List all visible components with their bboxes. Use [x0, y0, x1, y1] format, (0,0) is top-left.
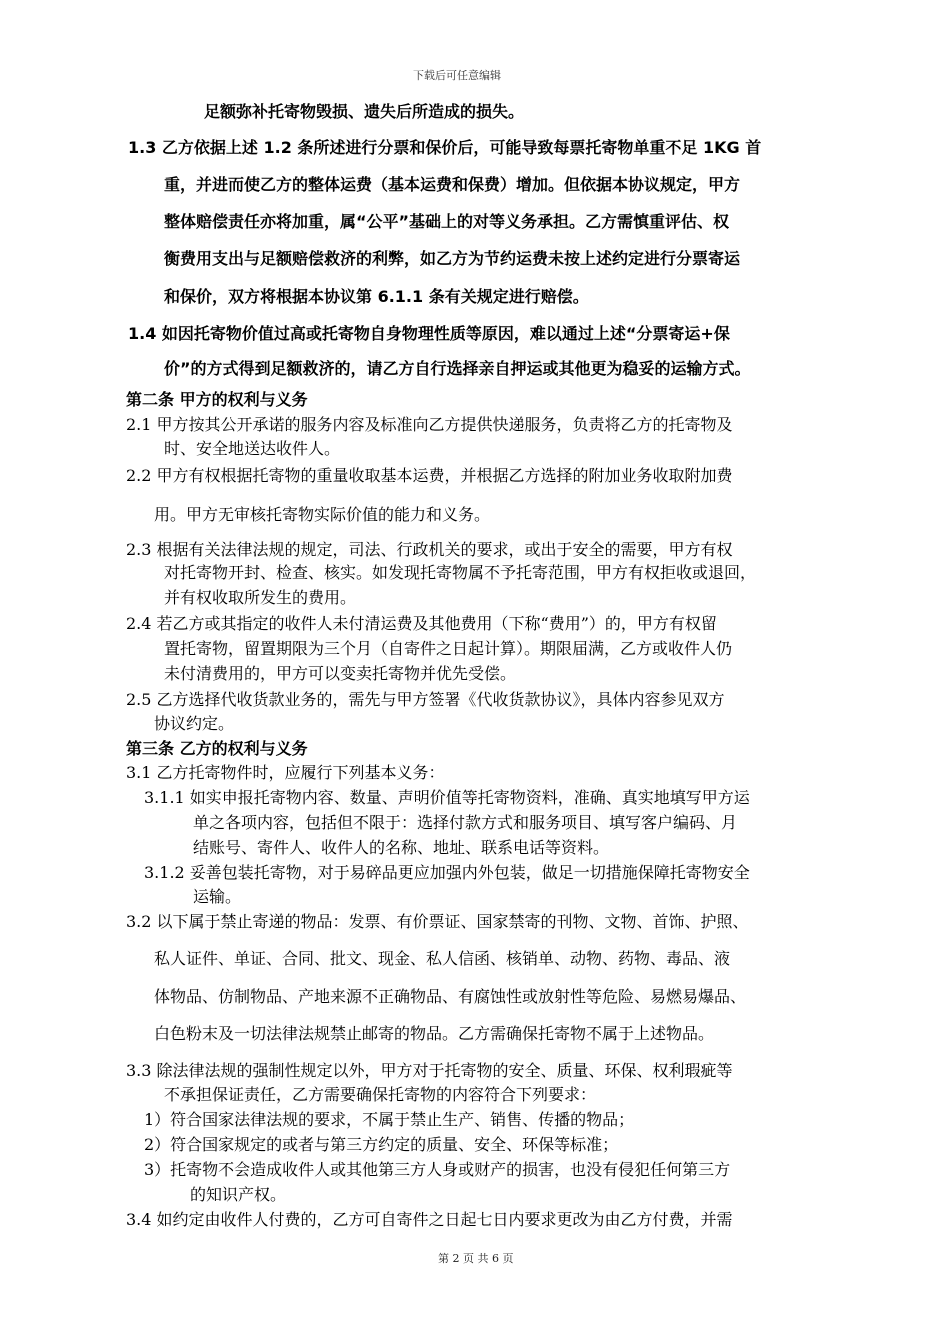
clause-1-3: 1.3 乙方依据上述 1.2 条所述进行分票和保价后，可能导致每票托寄物单重不足 1KG 首 [128, 138, 762, 157]
clause-3-1-2: 3.1.2 妥善包装托寄物，对于易碎品更应加强内外包装，做足一切措施保障托寄物安全 [144, 863, 750, 882]
clause-3-1: 3.1 乙方托寄物件时，应履行下列基本义务： [126, 763, 445, 782]
text-line: 和保价，双方将根据本协议第 6.1.1 条有关规定进行赔偿。 [164, 287, 589, 306]
text-line: 结账号、寄件人、收件人的名称、地址、联系电话等资料。 [193, 838, 610, 857]
list-item: 3）托寄物不会造成收件人或其他第三方人身或财产的损害，也没有侵犯任何第三方 [144, 1160, 731, 1179]
clause-3-4: 3.4 如约定由收件人付费的，乙方可自寄件之日起七日内要求更改为由乙方付费，并需 [126, 1210, 733, 1229]
text-line: 未付清费用的，甲方可以变卖托寄物并优先受偿。 [164, 664, 517, 683]
clause-1-4: 1.4 如因托寄物价值过高或托寄物自身物理性质等原因，难以通过上述“分票寄运+保 [128, 324, 730, 343]
text-line: 的知识产权。 [190, 1185, 287, 1204]
page-header: 下载后可任意编辑 [413, 69, 501, 82]
text-line: 对托寄物开封、检查、核实。如发现托寄物属不予托寄范围，甲方有权拒收或退回， [164, 563, 757, 582]
text-line: 时、安全地送达收件人。 [164, 439, 341, 458]
text-line: 协议约定。 [154, 714, 235, 733]
clause-3-1-1: 3.1.1 如实申报托寄物内容、数量、声明价值等托寄物资料，准确、真实地填写甲方运 [144, 788, 750, 807]
section-heading: 第三条 乙方的权利与义务 [126, 739, 308, 758]
list-item: 1）符合国家法律法规的要求，不属于禁止生产、销售、传播的物品； [144, 1110, 635, 1129]
clause-2-3: 2.3 根据有关法律法规的规定，司法、行政机关的要求，或出于安全的需要，甲方有权 [126, 540, 733, 559]
clause-2-5: 2.5 乙方选择代收货款业务的，需先与甲方签署《代收货款协议》，具体内容参见双方 [126, 690, 725, 709]
text-line: 衡费用支出与足额赔偿救济的利弊，如乙方为节约运费未按上述约定进行分票寄运 [164, 249, 741, 268]
clause-2-2: 2.2 甲方有权根据托寄物的重量收取基本运费，并根据乙方选择的附加业务收取附加费 [126, 466, 733, 485]
section-heading: 第二条 甲方的权利与义务 [126, 390, 308, 409]
clause-3-3: 3.3 除法律法规的强制性规定以外，甲方对于托寄物的安全、质量、环保、权利瑕疵等 [126, 1061, 733, 1080]
list-item: 2）符合国家规定的或者与第三方约定的质量、安全、环保等标准； [144, 1135, 619, 1154]
clause-3-2: 3.2 以下属于禁止寄递的物品：发票、有价票证、国家禁寄的刊物、文物、首饰、护照、 [126, 912, 749, 931]
text-line: 重，并进而使乙方的整体运费（基本运费和保费）增加。但依据本协议规定，甲方 [164, 175, 741, 194]
text-line: 整体赔偿责任亦将加重，属“公平”基础上的对等义务承担。乙方需慎重评估、权 [164, 212, 730, 231]
text-line: 置托寄物，留置期限为三个月（自寄件之日起计算）。期限届满，乙方或收件人仍 [164, 639, 733, 658]
text-line: 体物品、仿制物品、产地来源不正确物品、有腐蚀性或放射性等危险、易燃易爆品、 [154, 987, 747, 1006]
page-footer: 第 2 页 共 6 页 [438, 1252, 514, 1265]
text-line: 不承担保证责任，乙方需要确保托寄物的内容符合下列要求： [164, 1085, 597, 1104]
text-line: 运输。 [193, 887, 242, 906]
text-line: 足额弥补托寄物毁损、遗失后所造成的损失。 [204, 102, 525, 121]
text-line: 白色粉末及一切法律法规禁止邮寄的物品。乙方需确保托寄物不属于上述物品。 [154, 1024, 715, 1043]
text-line: 单之各项内容，包括但不限于：选择付款方式和服务项目、填写客户编码、月 [193, 813, 738, 832]
text-line: 用。甲方无审核托寄物实际价值的能力和义务。 [154, 505, 491, 524]
clause-2-1: 2.1 甲方按其公开承诺的服务内容及标准向乙方提供快递服务，负责将乙方的托寄物及 [126, 415, 733, 434]
text-line: 价”的方式得到足额救济的，请乙方自行选择亲自押运或其他更为稳妥的运输方式。 [164, 359, 751, 378]
text-line: 私人证件、单证、合同、批文、现金、私人信函、核销单、动物、药物、毒品、液 [154, 949, 731, 968]
text-line: 并有权收取所发生的费用。 [164, 588, 357, 607]
clause-2-4: 2.4 若乙方或其指定的收件人未付清运费及其他费用（下称“费用”）的，甲方有权留 [126, 614, 717, 633]
